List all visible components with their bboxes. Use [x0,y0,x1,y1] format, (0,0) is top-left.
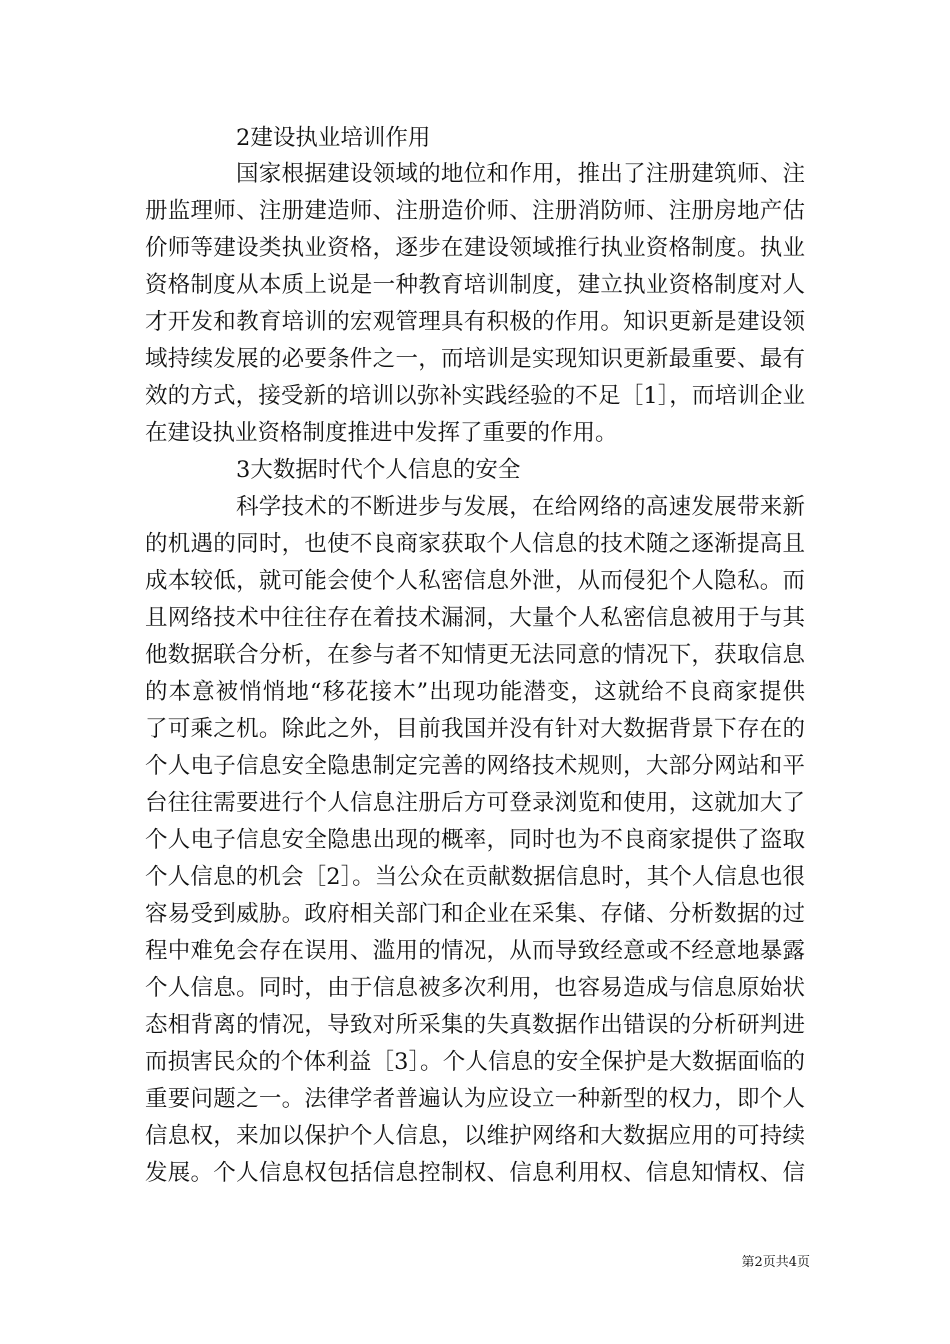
section-3-line: 个人电子信息安全隐患出现的概率，同时也为不良商家提供了盗取 [145,827,805,853]
section-3-line: 容易受到威胁。政府相关部门和企业在采集、存储、分析数据的过 [145,901,805,927]
section-2-line: 价师等建设类执业资格，逐步在建设领域推行执业资格制度。执业 [145,235,805,261]
section-2-line: 国家根据建设领域的地位和作用，推出了注册建筑师、注 [236,161,805,187]
section-3-heading: 3大数据时代个人信息的安全 [236,457,521,483]
section-2-line: 资格制度从本质上说是一种教育培训制度，建立执业资格制度对人 [145,272,805,298]
section-3-line: 个人电子信息安全隐患制定完善的网络技术规则，大部分网站和平 [145,753,805,779]
section-3-line: 科学技术的不断进步与发展，在给网络的高速发展带来新 [236,494,805,520]
section-3-line: 个人信息。同时，由于信息被多次利用，也容易造成与信息原始状 [145,975,805,1001]
section-2-line: 册监理师、注册建造师、注册造价师、注册消防师、注册房地产估 [145,198,805,224]
section-3-line: 了可乘之机。除此之外，目前我国并没有针对大数据背景下存在的 [145,716,805,742]
section-3-line: 信息权，来加以保护个人信息，以维护网络和大数据应用的可持续 [145,1123,805,1149]
section-3-line: 成本较低，就可能会使个人私密信息外泄，从而侵犯个人隐私。而 [145,568,805,594]
section-2-line: 在建设执业资格制度推进中发挥了重要的作用。 [145,420,618,446]
section-2-line: 域持续发展的必要条件之一，而培训是实现知识更新最重要、最有 [145,346,805,372]
section-2-line: 效的方式，接受新的培训以弥补实践经验的不足［1］，而培训企业 [145,383,805,409]
section-2-heading: 2建设执业培训作用 [236,125,431,151]
section-3-line: 发展。个人信息权包括信息控制权、信息利用权、信息知情权、信 [145,1160,805,1186]
section-3-line: 个人信息的机会［2］。当公众在贡献数据信息时，其个人信息也很 [145,864,805,890]
section-2-line: 才开发和教育培训的宏观管理具有积极的作用。知识更新是建设领 [145,309,805,335]
section-3-line: 且网络技术中往往存在着技术漏洞，大量个人私密信息被用于与其 [145,605,805,631]
section-3-line: 台往往需要进行个人信息注册后方可登录浏览和使用，这就加大了 [145,790,805,816]
section-3-line: 的本意被悄悄地“移花接木”出现功能潜变，这就给不良商家提供 [145,679,805,705]
section-3-line: 程中难免会存在误用、滥用的情况，从而导致经意或不经意地暴露 [145,938,805,964]
page-number-footer: 第2页共4页 [741,1255,810,1270]
section-3-line: 的机遇的同时，也使不良商家获取个人信息的技术随之逐渐提高且 [145,531,805,557]
section-3-line: 重要问题之一。法律学者普遍认为应设立一种新型的权力，即个人 [145,1086,805,1112]
section-3-line: 他数据联合分析，在参与者不知情更无法同意的情况下，获取信息 [145,642,805,668]
section-3-line: 态相背离的情况，导致对所采集的失真数据作出错误的分析研判进 [145,1012,805,1038]
section-3-line: 而损害民众的个体利益［3］。个人信息的安全保护是大数据面临的 [145,1049,805,1075]
